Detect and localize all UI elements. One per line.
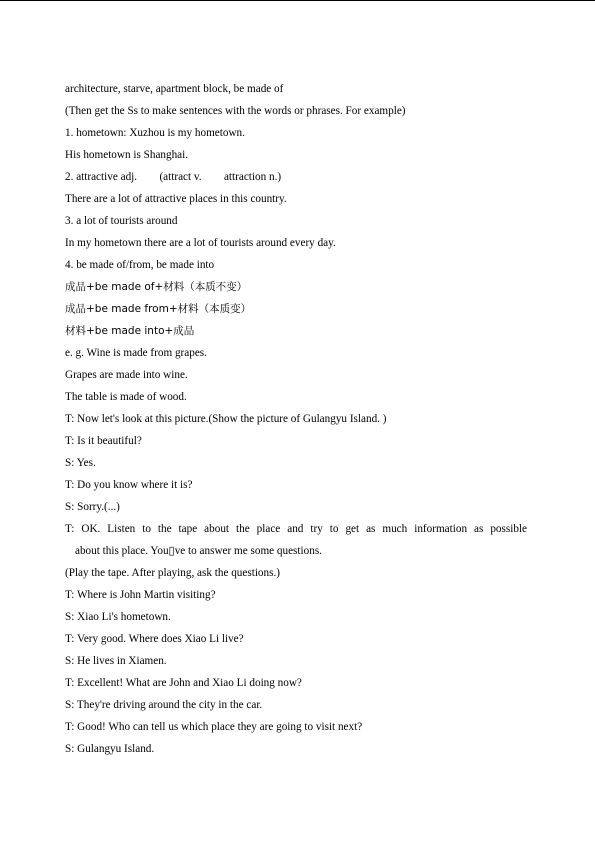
item-tourists: 3. a lot of tourists around xyxy=(65,215,178,227)
dialogue-line: T: Do you know where it is? xyxy=(65,479,193,491)
stage-direction: (Play the tape. After playing, ask the questions.) xyxy=(65,567,280,579)
dialogue-line: T: Now let's look at this picture.(Show the picture of Gulangyu Island. ) xyxy=(65,413,387,425)
dialogue-line: S: Xiao Li's hometown. xyxy=(65,611,171,623)
item-attractive: 2. attractive adj. (attract v. attraction n.) xyxy=(65,171,282,183)
example-sentence: In my hometown there are a lot of tourists around every day. xyxy=(65,237,336,249)
dialogue-line: T: Is it beautiful? xyxy=(65,435,142,447)
example-sentence: There are a lot of attractive places in this country. xyxy=(65,193,287,205)
dialogue-line-continued: about this place. You▯ve to answer me some questions. xyxy=(75,545,322,557)
item-be-made: 4. be made of/from, be made into xyxy=(65,259,215,271)
dialogue-line: T: OK. Listen to the tape about the place and try to get as much information as possible xyxy=(65,523,527,535)
page-top-border xyxy=(0,0,595,1)
dialogue-line: T: Where is John Martin visiting? xyxy=(65,589,216,601)
grammar-note: 成品+be made from+材料（本质变） xyxy=(65,303,252,315)
instruction-text: (Then get the Ss to make sentences with the words or phrases. For example) xyxy=(65,105,406,117)
dialogue-line: T: Excellent! What are John and Xiao Li doing now? xyxy=(65,677,302,689)
dialogue-line: S: Gulangyu Island. xyxy=(65,743,155,755)
example-sentence: Grapes are made into wine. xyxy=(65,369,188,381)
dialogue-line: S: He lives in Xiamen. xyxy=(65,655,167,667)
document-body xyxy=(65,78,527,760)
dialogue-line: S: They're driving around the city in the car. xyxy=(65,699,263,711)
dialogue-line: T: Good! Who can tell us which place they are going to visit next? xyxy=(65,721,363,733)
example-sentence: His hometown is Shanghai. xyxy=(65,149,189,161)
grammar-note: 材料+be made into+成品 xyxy=(65,325,195,337)
dialogue-line: T: Very good. Where does Xiao Li live? xyxy=(65,633,244,645)
vocabulary-list: architecture, starve, apartment block, be made of xyxy=(65,83,284,95)
item-hometown: 1. hometown: Xuzhou is my hometown. xyxy=(65,127,245,139)
grammar-note: 成品+be made of+材料（本质不变） xyxy=(65,281,248,293)
example-sentence: e. g. Wine is made from grapes. xyxy=(65,347,207,359)
dialogue-line: S: Sorry.(...) xyxy=(65,501,120,513)
example-sentence: The table is made of wood. xyxy=(65,391,187,403)
dialogue-line: S: Yes. xyxy=(65,457,96,469)
